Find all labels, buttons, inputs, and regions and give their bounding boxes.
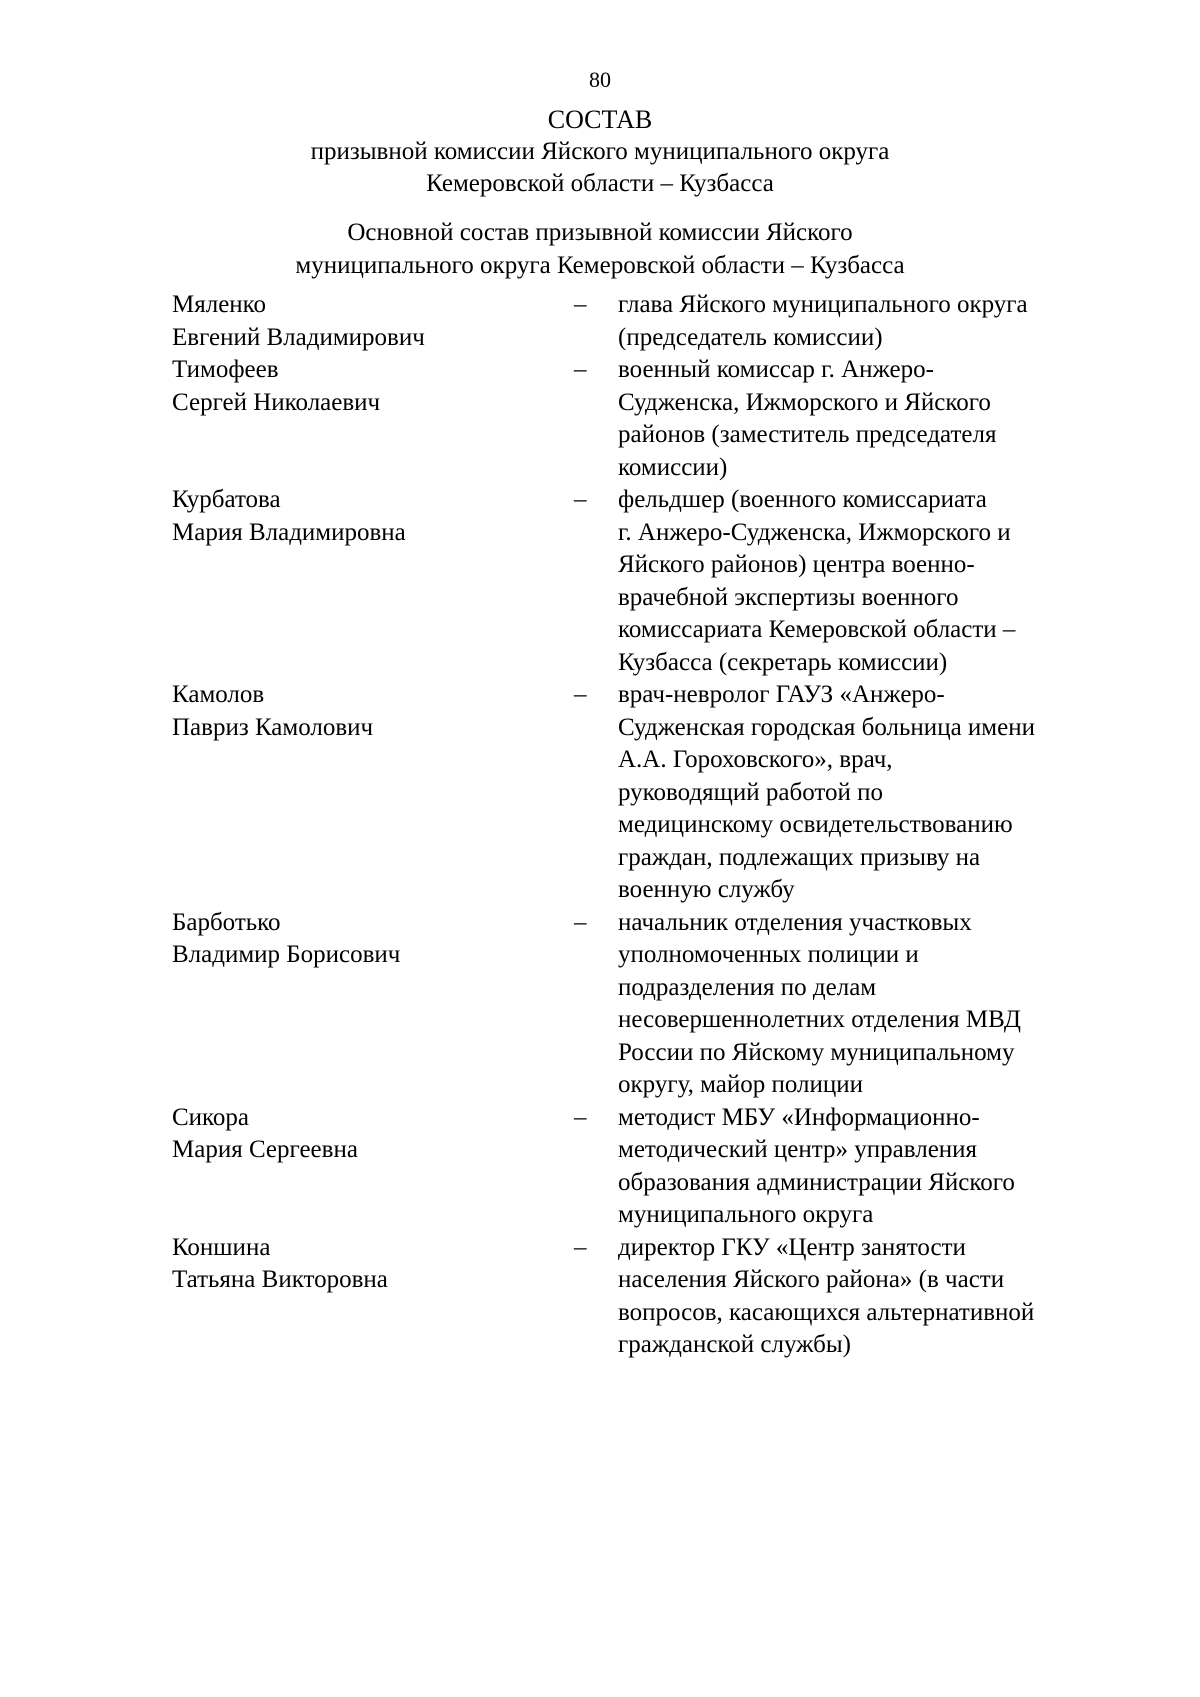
member-name [172, 354, 572, 419]
member-role-line: Судженска, Ижморского и Яйского [618, 388, 991, 416]
member-role-line: директор ГКУ «Центр занятости [618, 1233, 966, 1261]
member-role-line: России по Яйскому муниципальному [618, 1038, 1015, 1066]
member-role-line: методический центр» управления [618, 1136, 978, 1163]
member-row [172, 679, 1102, 907]
member-surname: Мяленко [172, 291, 267, 318]
subtitle-line-2: муниципального округа Кемеровской области – Кузбасса [295, 252, 905, 279]
member-role-line: Судженская городская больница имени [618, 713, 1035, 741]
members-list [172, 289, 1102, 1362]
title-line-2: призывной комиссии Яйского муниципального округа [310, 138, 890, 165]
member-role-line: медицинскому освидетельствованию [618, 811, 1013, 838]
member-role-line: несовершеннолетних отделения МВД [618, 1006, 1021, 1033]
member-name [172, 1232, 572, 1297]
page-number: 80 [589, 67, 611, 92]
member-surname: Сикора [172, 1103, 250, 1131]
member-dash: – [574, 486, 587, 513]
member-role-line: комиссариата Кемеровской области – [618, 616, 1016, 643]
member-given-names: Сергей Николаевич [172, 388, 381, 416]
member-dash: – [574, 908, 587, 936]
member-given-names: Владимир Борисович [172, 941, 401, 968]
member-name [172, 484, 572, 549]
member-role-line: фельдшер (военного комиссариата [618, 486, 987, 513]
member-role-line: образования администрации Яйского [618, 1168, 1015, 1196]
member-role-line: методист МБУ «Информационно- [618, 1103, 980, 1131]
title-main: СОСТАВ [547, 105, 653, 134]
member-role-line: населения Яйского района» (в части [618, 1266, 1005, 1293]
member-role-line: начальник отделения участковых [618, 908, 972, 936]
member-role-line: Кузбасса (секретарь комиссии) [618, 648, 948, 676]
member-dash: – [574, 1103, 587, 1131]
member-role-line: руководящий работой по [618, 778, 884, 806]
member-role-line: военный комиссар г. Анжеро- [618, 356, 934, 383]
member-row [172, 1232, 1102, 1362]
member-role-line: граждан, подлежащих призыву на [618, 843, 981, 871]
title-line-3: Кемеровской области – Кузбасса [426, 170, 774, 197]
member-role-line: г. Анжеро-Судженска, Ижморского и [618, 518, 1011, 546]
member-role [618, 679, 1100, 907]
member-surname: Тимофеев [172, 356, 279, 383]
member-row [172, 354, 1102, 484]
member-given-names: Мария Владимировна [172, 518, 406, 546]
member-name [172, 289, 572, 354]
member-role [618, 289, 1100, 354]
member-name [172, 679, 572, 744]
member-given-names: Павриз Камолович [172, 713, 374, 741]
member-role-line: военную службу [618, 876, 795, 903]
member-dash: – [574, 356, 587, 383]
member-role-line: подразделения по делам [618, 973, 877, 1001]
member-role-line: округу, майор полиции [618, 1071, 863, 1098]
member-role-line: Яйского районов) центра военно- [618, 551, 975, 578]
member-role [618, 1232, 1100, 1362]
section-heading [0, 216, 1200, 282]
member-role [618, 354, 1100, 484]
member-role-line: врач-невролог ГАУЗ «Анжеро- [618, 681, 945, 708]
subtitle-line-1: Основной состав призывной комиссии Яйского [347, 219, 853, 246]
member-given-names: Татьяна Викторовна [172, 1266, 388, 1293]
member-name [172, 907, 572, 972]
member-dash: – [574, 291, 587, 318]
member-role [618, 907, 1100, 1102]
member-role [618, 1102, 1100, 1232]
member-row [172, 289, 1102, 354]
member-given-names: Евгений Владимирович [172, 323, 425, 351]
member-role-line: уполномоченных полиции и [618, 941, 919, 968]
member-name [172, 1102, 572, 1167]
member-surname: Коншина [172, 1233, 271, 1261]
member-role-line: гражданской службы) [618, 1331, 851, 1358]
member-row [172, 1102, 1102, 1232]
member-given-names: Мария Сергеевна [172, 1136, 358, 1163]
document-title [0, 104, 1200, 200]
member-role-line: муниципального округа [618, 1201, 874, 1228]
member-dash: – [574, 1233, 587, 1261]
member-role-line: врачебной экспертизы военного [618, 583, 959, 611]
member-role-line: А.А. Гороховского», врач, [618, 746, 893, 773]
member-role-line: комиссии) [618, 453, 728, 481]
member-role [618, 484, 1100, 679]
member-surname: Камолов [172, 681, 265, 708]
member-row [172, 907, 1102, 1102]
member-role-line: вопросов, касающихся альтернативной [618, 1298, 1035, 1326]
member-role-line: районов (заместитель председателя [618, 421, 997, 448]
member-surname: Барботько [172, 908, 281, 936]
member-dash: – [574, 681, 587, 708]
member-row [172, 484, 1102, 679]
member-role-line: (председатель комиссии) [618, 323, 883, 351]
member-surname: Курбатова [172, 486, 281, 513]
member-role-line: глава Яйского муниципального округа [618, 291, 1028, 318]
